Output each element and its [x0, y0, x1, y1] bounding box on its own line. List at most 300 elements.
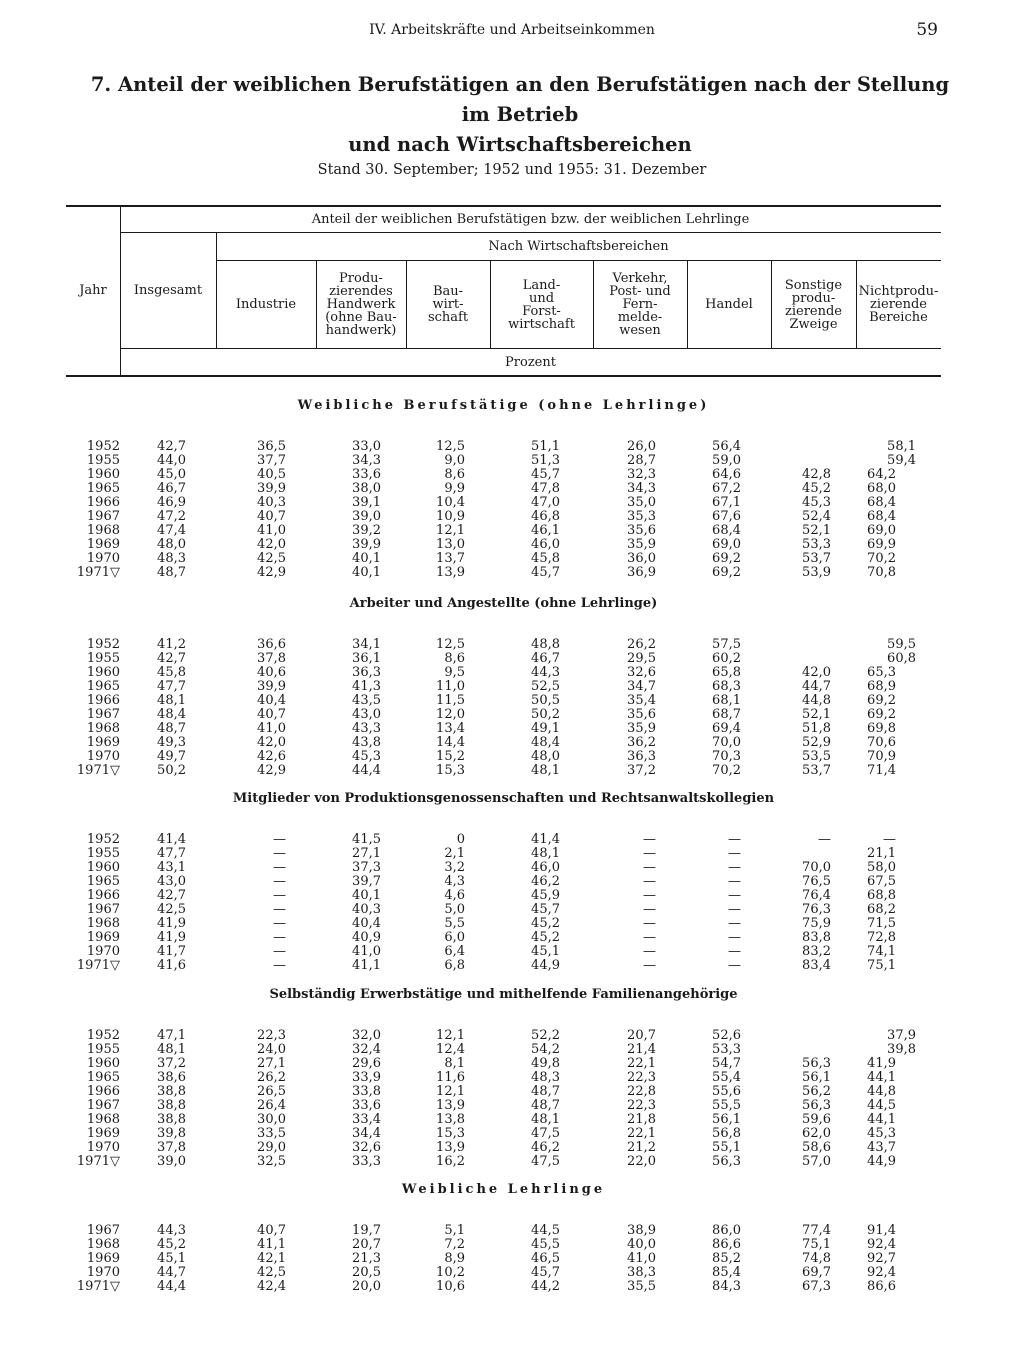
cell-value: 6,4 — [444, 944, 465, 959]
cell-value: 44,7 — [157, 1265, 186, 1280]
cell-value: 43,0 — [352, 707, 381, 722]
cell-value: 10,6 — [436, 1279, 465, 1294]
table-row — [66, 1238, 941, 1252]
cell-value: 36,0 — [627, 551, 656, 566]
cell-value: 34,3 — [627, 481, 656, 496]
cell-value: 47,8 — [531, 481, 560, 496]
table-row — [66, 861, 941, 875]
cell-value: — — [643, 902, 656, 917]
table-row — [66, 750, 941, 764]
title-line-2: und nach Wirtschaftsbereichen — [348, 133, 692, 156]
table-row — [66, 638, 941, 652]
cell-value: 42,7 — [157, 439, 186, 454]
cell-year: 1965 — [86, 481, 120, 496]
cell-value: 37,8 — [257, 651, 286, 666]
section-title: Mitglieder von Produktionsgenossenschaften und Rechtsanwaltskollegien — [232, 791, 775, 806]
cell-value: 69,2 — [867, 693, 896, 708]
table-subtitle: Stand 30. September; 1952 und 1955: 31. Dezember — [317, 162, 707, 178]
cell-value: 49,7 — [157, 749, 186, 764]
table-row — [66, 736, 941, 750]
cell-value: 4,6 — [444, 888, 465, 903]
cell-value: 22,0 — [627, 1154, 656, 1169]
cell-value: 55,4 — [712, 1070, 741, 1085]
section-title: Arbeiter und Angestellte (ohne Lehrlinge) — [349, 596, 658, 611]
cell-year: 1965 — [86, 679, 120, 694]
cell-value: 16,2 — [436, 1154, 465, 1169]
table-section — [66, 398, 941, 588]
rule-bottom — [66, 375, 941, 377]
cell-value: 29,5 — [627, 651, 656, 666]
cell-value: 36,6 — [257, 637, 286, 652]
cell-value: 51,1 — [531, 439, 560, 454]
col-verkehr: Verkehr, Post- und Fern- melde- wesen — [609, 271, 671, 338]
table-row — [66, 680, 941, 694]
cell-value: — — [728, 902, 741, 917]
cell-value: — — [273, 902, 286, 917]
table-row — [66, 1043, 941, 1057]
cell-value: 22,8 — [627, 1084, 656, 1099]
cell-year: 1968 — [86, 721, 120, 736]
cell-value: 56,3 — [802, 1056, 831, 1071]
cell-value: 53,3 — [712, 1042, 741, 1057]
table-row — [66, 722, 941, 736]
cell-value: 14,4 — [436, 735, 465, 750]
cell-value: 39,9 — [352, 537, 381, 552]
cell-value: 42,5 — [257, 551, 286, 566]
cell-value: 76,4 — [802, 888, 831, 903]
cell-year: 1971▽ — [76, 1279, 120, 1294]
cell-year: 1967 — [86, 707, 120, 722]
cell-value: 45,0 — [157, 467, 186, 482]
cell-value: 75,1 — [867, 958, 896, 973]
cell-value: 38,8 — [157, 1112, 186, 1127]
cell-value: 13,9 — [436, 1140, 465, 1155]
table-header — [66, 205, 941, 377]
cell-value: 43,7 — [867, 1140, 896, 1155]
cell-value: 69,7 — [802, 1265, 831, 1280]
cell-value: 65,3 — [867, 665, 896, 680]
cell-value: 45,1 — [157, 1251, 186, 1266]
table-section — [66, 791, 941, 981]
cell-value: 46,1 — [531, 523, 560, 538]
cell-value: 47,5 — [531, 1154, 560, 1169]
cell-value: 39,9 — [257, 481, 286, 496]
col-land-forst: Land- und Forst- wirtschaft — [508, 277, 575, 332]
cell-value: 84,3 — [712, 1279, 741, 1294]
cell-value: 48,1 — [157, 1042, 186, 1057]
cell-value: 28,7 — [627, 453, 656, 468]
cell-value: 41,2 — [157, 637, 186, 652]
cell-value: 41,0 — [257, 721, 286, 736]
table-row — [66, 1266, 941, 1280]
cell-year: 1969 — [86, 735, 120, 750]
cell-value: 42,1 — [257, 1251, 286, 1266]
cell-value: 51,3 — [531, 453, 560, 468]
cell-value: — — [728, 874, 741, 889]
cell-value: 22,3 — [627, 1070, 656, 1085]
cell-value: 67,6 — [712, 509, 741, 524]
cell-value: 44,7 — [802, 679, 831, 694]
table-row — [66, 454, 941, 468]
cell-value: 64,6 — [712, 467, 741, 482]
cell-value: 44,3 — [157, 1223, 186, 1238]
cell-value: 33,6 — [352, 1098, 381, 1113]
cell-value: 70,6 — [867, 735, 896, 750]
cell-value: 6,0 — [444, 930, 465, 945]
cell-value: 41,3 — [352, 679, 381, 694]
cell-year: 1967 — [86, 1098, 120, 1113]
cell-value: 59,6 — [802, 1112, 831, 1127]
cell-value: 13,9 — [436, 1098, 465, 1113]
cell-value: 48,3 — [531, 1070, 560, 1085]
cell-value: 64,2 — [867, 467, 896, 482]
cell-value: 33,4 — [352, 1112, 381, 1127]
cell-year: 1971▽ — [76, 958, 120, 973]
cell-value: 51,8 — [802, 721, 831, 736]
cell-value: 70,2 — [867, 551, 896, 566]
cell-value: 69,0 — [712, 537, 741, 552]
col-industrie: Industrie — [235, 297, 297, 312]
cell-value: 40,4 — [257, 693, 286, 708]
table-row — [66, 440, 941, 454]
cell-value: 27,1 — [257, 1056, 286, 1071]
table-row — [66, 1280, 941, 1294]
cell-value: 39,8 — [157, 1126, 186, 1141]
cell-value: 44,0 — [157, 453, 186, 468]
col-handwerk: Produ- zierendes Handwerk (ohne Bau- handwerk) — [325, 271, 397, 338]
cell-value: 41,4 — [531, 832, 560, 847]
cell-value: 43,5 — [352, 693, 381, 708]
cell-value: 39,8 — [887, 1042, 916, 1057]
cell-value: 42,4 — [257, 1279, 286, 1294]
section-title: Weibliche Lehrlinge — [401, 1182, 606, 1197]
cell-value: 22,1 — [627, 1056, 656, 1071]
cell-value: 13,4 — [436, 721, 465, 736]
cell-value: 21,1 — [867, 846, 896, 861]
cell-year: 1960 — [86, 860, 120, 875]
cell-value: 37,7 — [257, 453, 286, 468]
cell-value: 68,2 — [867, 902, 896, 917]
cell-value: 34,7 — [627, 679, 656, 694]
cell-value: 35,6 — [627, 707, 656, 722]
cell-value: 58,0 — [867, 860, 896, 875]
cell-value: 40,1 — [352, 565, 381, 580]
cell-value: 20,7 — [627, 1028, 656, 1043]
cell-year: 1966 — [86, 888, 120, 903]
cell-value: 36,3 — [352, 665, 381, 680]
table-row — [66, 566, 941, 580]
table-row — [66, 959, 941, 973]
cell-value: 47,2 — [157, 509, 186, 524]
cell-value: 43,8 — [352, 735, 381, 750]
cell-value: 70,9 — [867, 749, 896, 764]
cell-value: 41,9 — [157, 916, 186, 931]
cell-value: 85,4 — [712, 1265, 741, 1280]
cell-value: 68,8 — [867, 888, 896, 903]
cell-value: 44,1 — [867, 1070, 896, 1085]
cell-value: 67,1 — [712, 495, 741, 510]
cell-value: 56,2 — [802, 1084, 831, 1099]
cell-year: 1968 — [86, 1237, 120, 1252]
cell-value: 13,7 — [436, 551, 465, 566]
cell-value: 38,3 — [627, 1265, 656, 1280]
cell-value: 69,4 — [712, 721, 741, 736]
cell-value: 83,4 — [802, 958, 831, 973]
col-jahr: Jahr — [79, 283, 107, 298]
cell-value: 70,0 — [802, 860, 831, 875]
cell-value: 46,0 — [531, 537, 560, 552]
cell-value: — — [273, 944, 286, 959]
cell-value: 45,8 — [531, 551, 560, 566]
cell-value: 20,0 — [352, 1279, 381, 1294]
cell-value: 12,5 — [436, 439, 465, 454]
col-insgesamt: Insgesamt — [133, 283, 203, 298]
cell-value: — — [273, 930, 286, 945]
cell-value: 33,8 — [352, 1084, 381, 1099]
cell-value: 68,4 — [712, 523, 741, 538]
table-row — [66, 482, 941, 496]
cell-year: 1969 — [86, 1126, 120, 1141]
cell-value: 22,3 — [257, 1028, 286, 1043]
cell-value: 42,9 — [257, 763, 286, 778]
cell-value: 40,6 — [257, 665, 286, 680]
cell-value: 68,0 — [867, 481, 896, 496]
cell-value: 0 — [456, 832, 465, 847]
cell-value: 39,2 — [352, 523, 381, 538]
cell-value: 42,9 — [257, 565, 286, 580]
cell-value: 62,0 — [802, 1126, 831, 1141]
cell-value: 5,5 — [444, 916, 465, 931]
cell-value: 37,3 — [352, 860, 381, 875]
cell-value: 40,3 — [352, 902, 381, 917]
cell-value: 56,3 — [712, 1154, 741, 1169]
cell-value: 48,1 — [157, 693, 186, 708]
cell-value: 39,0 — [352, 509, 381, 524]
cell-value: 49,1 — [531, 721, 560, 736]
table-row — [66, 1071, 941, 1085]
cell-value: 53,7 — [802, 763, 831, 778]
cell-value: 53,7 — [802, 551, 831, 566]
cell-value: 35,6 — [627, 523, 656, 538]
cell-value: 33,9 — [352, 1070, 381, 1085]
table-row — [66, 1224, 941, 1238]
cell-value: — — [643, 916, 656, 931]
cell-value: 71,5 — [867, 916, 896, 931]
cell-value: 40,1 — [352, 551, 381, 566]
cell-value: 46,7 — [157, 481, 186, 496]
cell-value: 52,9 — [802, 735, 831, 750]
cell-value: 44,4 — [157, 1279, 186, 1294]
cell-value: 15,3 — [436, 763, 465, 778]
cell-value: 42,5 — [157, 902, 186, 917]
cell-value: 67,3 — [802, 1279, 831, 1294]
cell-year: 1955 — [86, 453, 120, 468]
cell-value: 34,3 — [352, 453, 381, 468]
cell-value: 29,0 — [257, 1140, 286, 1155]
cell-value: 69,2 — [712, 565, 741, 580]
cell-value: 11,5 — [436, 693, 465, 708]
cell-value: 76,5 — [802, 874, 831, 889]
cell-value: — — [643, 846, 656, 861]
cell-value: 69,8 — [867, 721, 896, 736]
cell-year: 1960 — [86, 1056, 120, 1071]
cell-value: 48,1 — [531, 846, 560, 861]
cell-value: 48,7 — [531, 1098, 560, 1113]
cell-value: — — [273, 916, 286, 931]
cell-value: 3,2 — [444, 860, 465, 875]
cell-value: 86,0 — [712, 1223, 741, 1238]
cell-value: — — [273, 832, 286, 847]
cell-value: 67,5 — [867, 874, 896, 889]
cell-value: 71,4 — [867, 763, 896, 778]
cell-value: 68,3 — [712, 679, 741, 694]
cell-value: 40,7 — [257, 509, 286, 524]
cell-value: 47,5 — [531, 1126, 560, 1141]
cell-value: 33,5 — [257, 1126, 286, 1141]
cell-value: — — [643, 874, 656, 889]
cell-value: 42,0 — [257, 735, 286, 750]
cell-value: — — [728, 860, 741, 875]
cell-value: 36,5 — [257, 439, 286, 454]
cell-value: 39,1 — [352, 495, 381, 510]
cell-value: 38,0 — [352, 481, 381, 496]
cell-value: 54,2 — [531, 1042, 560, 1057]
cell-value: 26,0 — [627, 439, 656, 454]
cell-value: 42,8 — [802, 467, 831, 482]
table-row — [66, 875, 941, 889]
cell-value: 35,3 — [627, 509, 656, 524]
cell-value: 74,1 — [867, 944, 896, 959]
cell-value: 22,1 — [627, 1126, 656, 1141]
cell-value: 41,7 — [157, 944, 186, 959]
table-row — [66, 764, 941, 778]
cell-value: 42,7 — [157, 888, 186, 903]
table-row — [66, 1113, 941, 1127]
cell-value: 42,0 — [802, 665, 831, 680]
cell-year: 1960 — [86, 467, 120, 482]
cell-value: 46,2 — [531, 874, 560, 889]
cell-value: 68,4 — [867, 509, 896, 524]
cell-value: 83,8 — [802, 930, 831, 945]
cell-value: 45,2 — [802, 481, 831, 496]
cell-value: 45,3 — [802, 495, 831, 510]
cell-value: 26,2 — [627, 637, 656, 652]
cell-value: 40,0 — [627, 1237, 656, 1252]
cell-value: 12,1 — [436, 1028, 465, 1043]
cell-value: 41,0 — [352, 944, 381, 959]
cell-value: 13,8 — [436, 1112, 465, 1127]
cell-value: 52,1 — [802, 707, 831, 722]
cell-value: — — [643, 944, 656, 959]
cell-value: 48,3 — [157, 551, 186, 566]
cell-value: 37,2 — [157, 1056, 186, 1071]
cell-value: 58,6 — [802, 1140, 831, 1155]
cell-year: 1971▽ — [76, 763, 120, 778]
cell-value: 48,7 — [531, 1084, 560, 1099]
cell-value: — — [273, 874, 286, 889]
cell-value: — — [728, 888, 741, 903]
cell-value: 12,1 — [436, 1084, 465, 1099]
cell-value: 41,9 — [157, 930, 186, 945]
table-row — [66, 1085, 941, 1099]
cell-value: 4,3 — [444, 874, 465, 889]
cell-value: 41,1 — [352, 958, 381, 973]
cell-value: 40,7 — [257, 1223, 286, 1238]
cell-value: — — [273, 846, 286, 861]
table-row — [66, 468, 941, 482]
cell-value: 48,1 — [531, 763, 560, 778]
cell-value: 24,0 — [257, 1042, 286, 1057]
cell-value: 37,9 — [887, 1028, 916, 1043]
cell-year: 1970 — [86, 1140, 120, 1155]
cell-value: 26,5 — [257, 1084, 286, 1099]
cell-value: 76,3 — [802, 902, 831, 917]
cell-value: 34,1 — [352, 637, 381, 652]
table-row — [66, 694, 941, 708]
cell-value: 9,5 — [444, 665, 465, 680]
cell-value: 40,1 — [352, 888, 381, 903]
cell-value: 67,2 — [712, 481, 741, 496]
cell-value: 45,5 — [531, 1237, 560, 1252]
cell-value: 45,8 — [157, 665, 186, 680]
cell-value: 42,7 — [157, 651, 186, 666]
cell-year: 1955 — [86, 1042, 120, 1057]
cell-value: 44,2 — [531, 1279, 560, 1294]
cell-value: 55,6 — [712, 1084, 741, 1099]
cell-value: 52,1 — [802, 523, 831, 538]
cell-value: 49,3 — [157, 735, 186, 750]
cell-value: 46,0 — [531, 860, 560, 875]
cell-value: 92,4 — [867, 1237, 896, 1252]
cell-value: 38,8 — [157, 1098, 186, 1113]
cell-value: 44,5 — [531, 1223, 560, 1238]
cell-value: 45,9 — [531, 888, 560, 903]
cell-value: 85,2 — [712, 1251, 741, 1266]
cell-value: 72,8 — [867, 930, 896, 945]
cell-year: 1967 — [86, 1223, 120, 1238]
cell-value: 8,1 — [444, 1056, 465, 1071]
cell-value: 15,2 — [436, 749, 465, 764]
table-section — [66, 1182, 941, 1302]
cell-year: 1952 — [86, 439, 120, 454]
cell-value: 12,5 — [436, 637, 465, 652]
table-row — [66, 847, 941, 861]
cell-value: 70,0 — [712, 735, 741, 750]
cell-value: 43,3 — [352, 721, 381, 736]
cell-value: — — [643, 860, 656, 875]
cell-year: 1952 — [86, 1028, 120, 1043]
cell-value: 37,8 — [157, 1140, 186, 1155]
cell-value: 34,4 — [352, 1126, 381, 1141]
cell-value: — — [883, 832, 896, 847]
cell-year: 1966 — [86, 495, 120, 510]
cell-value: 19,7 — [352, 1223, 381, 1238]
cell-value: 8,6 — [444, 467, 465, 482]
page-number: 59 — [916, 20, 938, 40]
col-nichtproduzierende: Nichtprodu- zierende Bereiche — [858, 284, 939, 325]
col-handel: Handel — [705, 297, 753, 312]
cell-value: 46,9 — [157, 495, 186, 510]
cell-year: 1960 — [86, 665, 120, 680]
cell-value: 69,2 — [867, 707, 896, 722]
cell-value: 12,1 — [436, 523, 465, 538]
cell-value: 9,0 — [444, 453, 465, 468]
cell-value: 26,2 — [257, 1070, 286, 1085]
cell-value: 52,6 — [712, 1028, 741, 1043]
cell-value: 50,5 — [531, 693, 560, 708]
cell-value: 59,5 — [887, 637, 916, 652]
cell-value: 7,2 — [444, 1237, 465, 1252]
